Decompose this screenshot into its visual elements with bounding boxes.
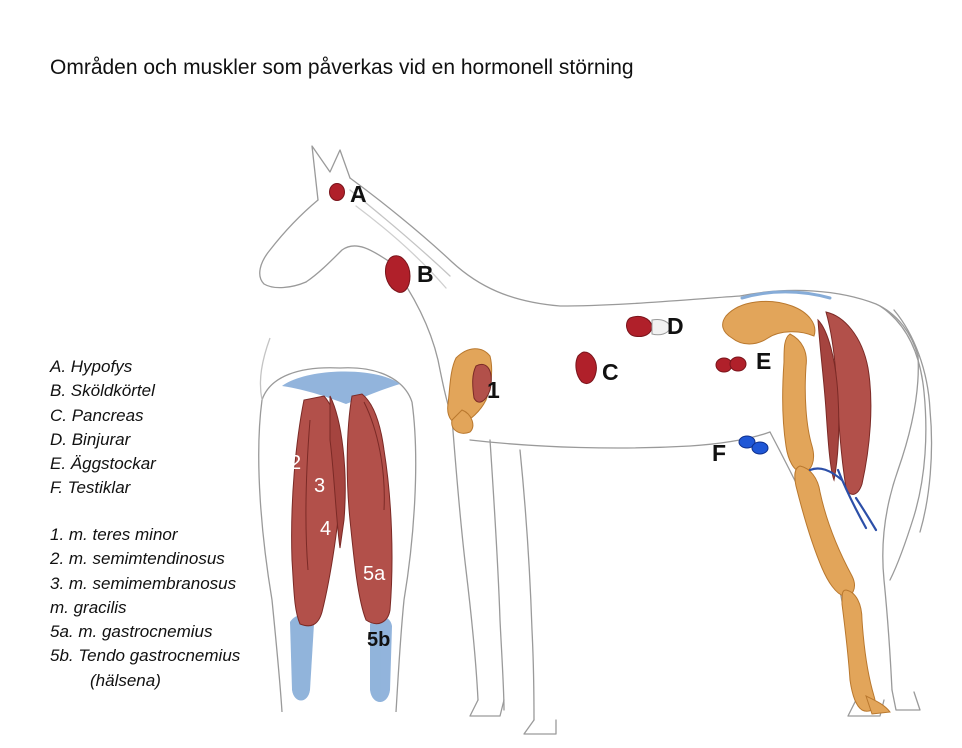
- gland-a-hypofys: [330, 184, 345, 201]
- legend-item: 1. m. teres minor: [50, 525, 178, 544]
- gland-b-skoldkortel: [386, 256, 411, 293]
- legend-item: 2. m. semimtendinosus: [50, 549, 225, 569]
- label-muscle-2: 2: [290, 452, 302, 474]
- legend-item: C. Pancreas: [50, 405, 144, 425]
- label-muscle-4: 4: [320, 518, 332, 540]
- legend-item: 3. m. semimembranosus: [50, 573, 237, 593]
- gland-e-aggstockar-right: [730, 357, 746, 371]
- label-d: D: [667, 313, 684, 339]
- gland-d-binjurar: [627, 316, 652, 336]
- gland-labels: [350, 181, 771, 466]
- legend-item: F. Testiklar: [50, 478, 131, 498]
- label-c: C: [602, 359, 619, 385]
- label-muscle-5a: 5a: [363, 563, 386, 585]
- page-title: Områden och muskler som påverkas vid en hormonell störning: [50, 56, 634, 79]
- legend-item: E. Äggstockar: [50, 454, 156, 474]
- legend-item: m. gracilis: [50, 597, 127, 617]
- label-e: E: [756, 348, 772, 374]
- legend-item: A. Hypofys: [50, 357, 133, 376]
- label-a: A: [350, 181, 367, 207]
- legend-item: 5b. Tendo gastrocnemius: [50, 646, 241, 666]
- label-b: B: [417, 261, 434, 287]
- gland-c-pancreas: [576, 352, 596, 384]
- label-muscle-3: 3: [314, 475, 326, 497]
- legend-item: D. Binjurar: [50, 429, 131, 449]
- gland-f-testiklar: [739, 436, 768, 454]
- legend-item: (hälsena): [90, 670, 161, 690]
- muscle-legend: [50, 523, 240, 693]
- label-muscle-1: 1: [487, 377, 500, 403]
- label-muscle-5b: 5b: [367, 629, 391, 651]
- gland-legend: [50, 355, 156, 501]
- legend-item: 5a. m. gastrocnemius: [50, 622, 213, 642]
- rear-view-muscles: [292, 394, 392, 626]
- legend-item: B. Sköldkörtel: [50, 381, 155, 401]
- glands: [330, 184, 747, 384]
- label-f: F: [712, 440, 727, 466]
- hind-leg-muscles: [818, 312, 871, 494]
